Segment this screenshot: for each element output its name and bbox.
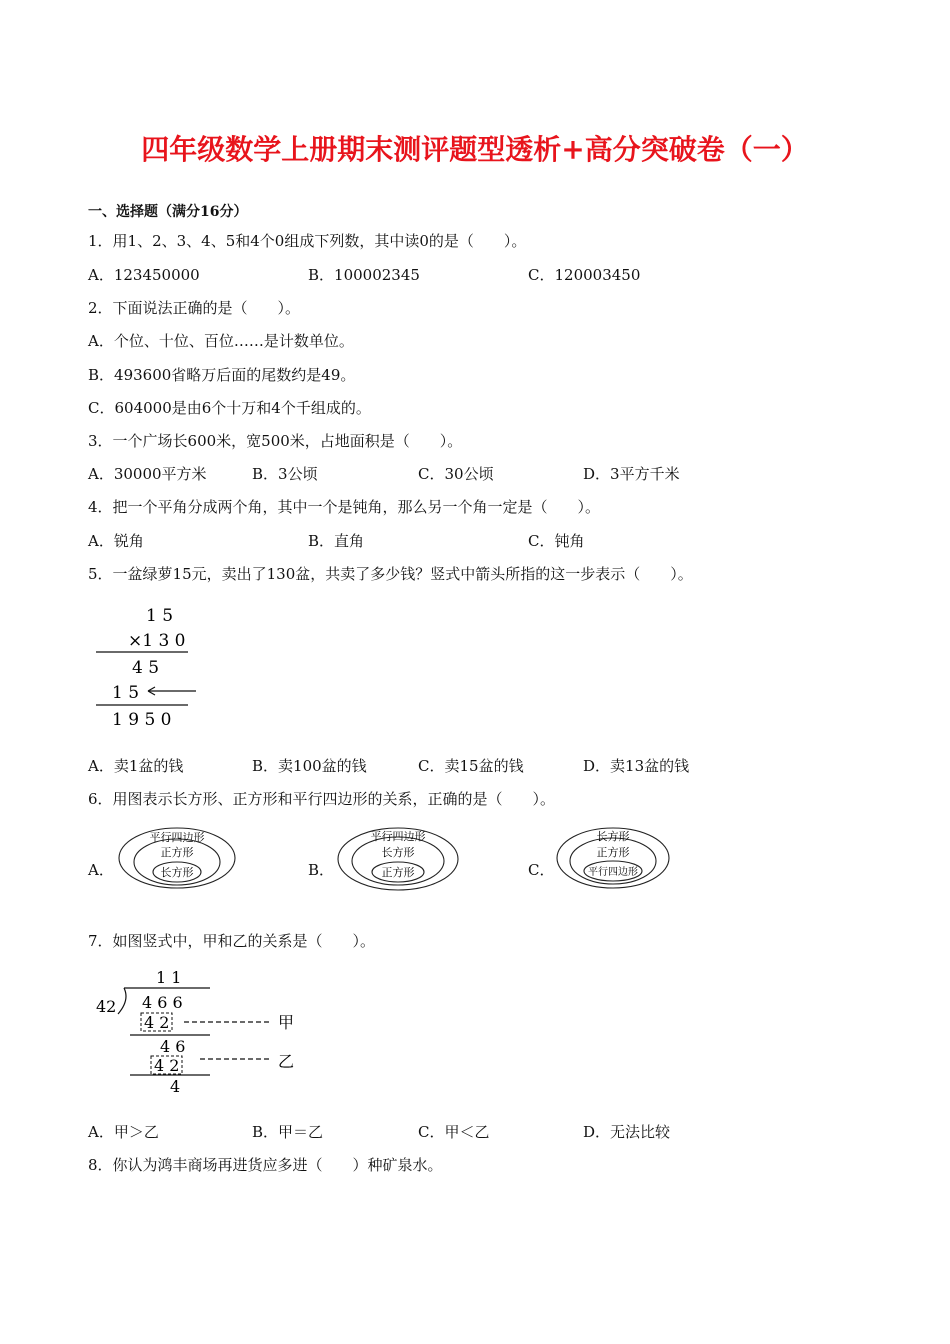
q5-option-d: D．卖13盆的钱	[583, 757, 690, 775]
division-figure	[88, 964, 308, 1098]
quotient: 1 1	[156, 968, 182, 987]
q3-option-a: A．30000平方米	[88, 465, 207, 483]
q3-option-b: B．3公顷	[252, 465, 318, 483]
q6-option-c-diagram	[556, 826, 670, 890]
q4-option-a: A．锐角	[88, 532, 144, 550]
q7-option-b: B．甲＝乙	[252, 1123, 324, 1141]
middle-label: 正方形	[596, 846, 630, 859]
question-6: 6．用图表示长方形、正方形和平行四边形的关系，正确的是（ ）。	[88, 790, 556, 808]
q7-option-d: D．无法比较	[583, 1123, 671, 1141]
partial-product-2: 1 5	[112, 683, 140, 703]
q1-option-b: B．100002345	[308, 266, 420, 284]
divisor: 42	[96, 997, 117, 1016]
q4-option-c: C．钝角	[528, 532, 585, 550]
q6-option-c-letter: C．	[528, 861, 555, 879]
q5-option-c: C．卖15盆的钱	[418, 757, 524, 775]
q2-option-c: C．604000是由6个十万和4个千组成的。	[88, 399, 371, 417]
section-heading: 一、选择题（满分16分）	[88, 204, 248, 220]
multiplication-figure	[88, 600, 218, 732]
page-title: 四年级数学上册期末测评题型透析+高分突破卷（一）	[141, 133, 809, 166]
label-yi: 乙	[278, 1052, 295, 1071]
q2-option-a: A．个位、十位、百位……是计数单位。	[88, 332, 354, 350]
q2-option-b: B．493600省略万后面的尾数约是49。	[88, 366, 356, 384]
middle-label: 长方形	[381, 846, 415, 859]
q4-option-b: B．直角	[308, 532, 365, 550]
q5-option-b: B．卖100盆的钱	[252, 757, 367, 775]
multiplicand: 1 5	[146, 606, 174, 626]
q7-option-c: C．甲＜乙	[418, 1123, 490, 1141]
q6-option-b-diagram	[337, 826, 461, 892]
question-5: 5．一盆绿萝15元，卖出了130盆，共卖了多少钱？竖式中箭头所指的这一步表示（ ）。	[88, 565, 693, 583]
inner-label: 正方形	[381, 866, 415, 879]
final-remainder: 4	[170, 1077, 181, 1096]
question-1: 1．用1、2、3、4、5和4个0组成下列数，其中读0的是（ ）。	[88, 232, 527, 250]
question-4: 4．把一个平角分成两个角，其中一个是钝角，那么另一个角一定是（ ）。	[88, 498, 601, 516]
q6-option-b-letter: B．	[308, 861, 335, 879]
question-8: 8．你认为鸿丰商场再进货应多进（ ）种矿泉水。	[88, 1156, 443, 1174]
q6-option-a-diagram	[118, 826, 238, 890]
step-product-1: 4 2	[144, 1013, 170, 1032]
outer-label: 长方形	[596, 830, 630, 843]
label-jia: 甲	[278, 1013, 295, 1032]
q7-option-a: A．甲＞乙	[88, 1123, 159, 1141]
step-product-2: 4 2	[154, 1056, 180, 1075]
dividend: 4 6 6	[142, 993, 183, 1012]
q3-option-d: D．3平方千米	[583, 465, 680, 483]
outer-label: 平行四边形	[149, 831, 205, 844]
product: 1 9 5 0	[112, 710, 172, 730]
q1-option-c: C．120003450	[528, 266, 641, 284]
q5-option-a: A．卖1盆的钱	[88, 757, 184, 775]
middle-label: 正方形	[160, 846, 194, 859]
multiplier: ×1 3 0	[128, 631, 186, 651]
outer-label: 平行四边形	[370, 830, 426, 843]
question-3: 3．一个广场长600米，宽500米，占地面积是（ ）。	[88, 432, 463, 450]
q6-option-a-letter: A．	[88, 861, 114, 879]
q1-option-a: A．123450000	[88, 266, 200, 284]
inner-label: 长方形	[160, 866, 194, 879]
question-2: 2．下面说法正确的是（ ）。	[88, 299, 301, 317]
partial-product-1: 4 5	[132, 658, 160, 678]
division-bracket-icon	[118, 988, 126, 1014]
question-7: 7．如图竖式中，甲和乙的关系是（ ）。	[88, 932, 376, 950]
inner-label: 平行四边形	[588, 867, 638, 878]
q3-option-c: C．30公顷	[418, 465, 494, 483]
remainder-1: 4 6	[160, 1037, 186, 1056]
